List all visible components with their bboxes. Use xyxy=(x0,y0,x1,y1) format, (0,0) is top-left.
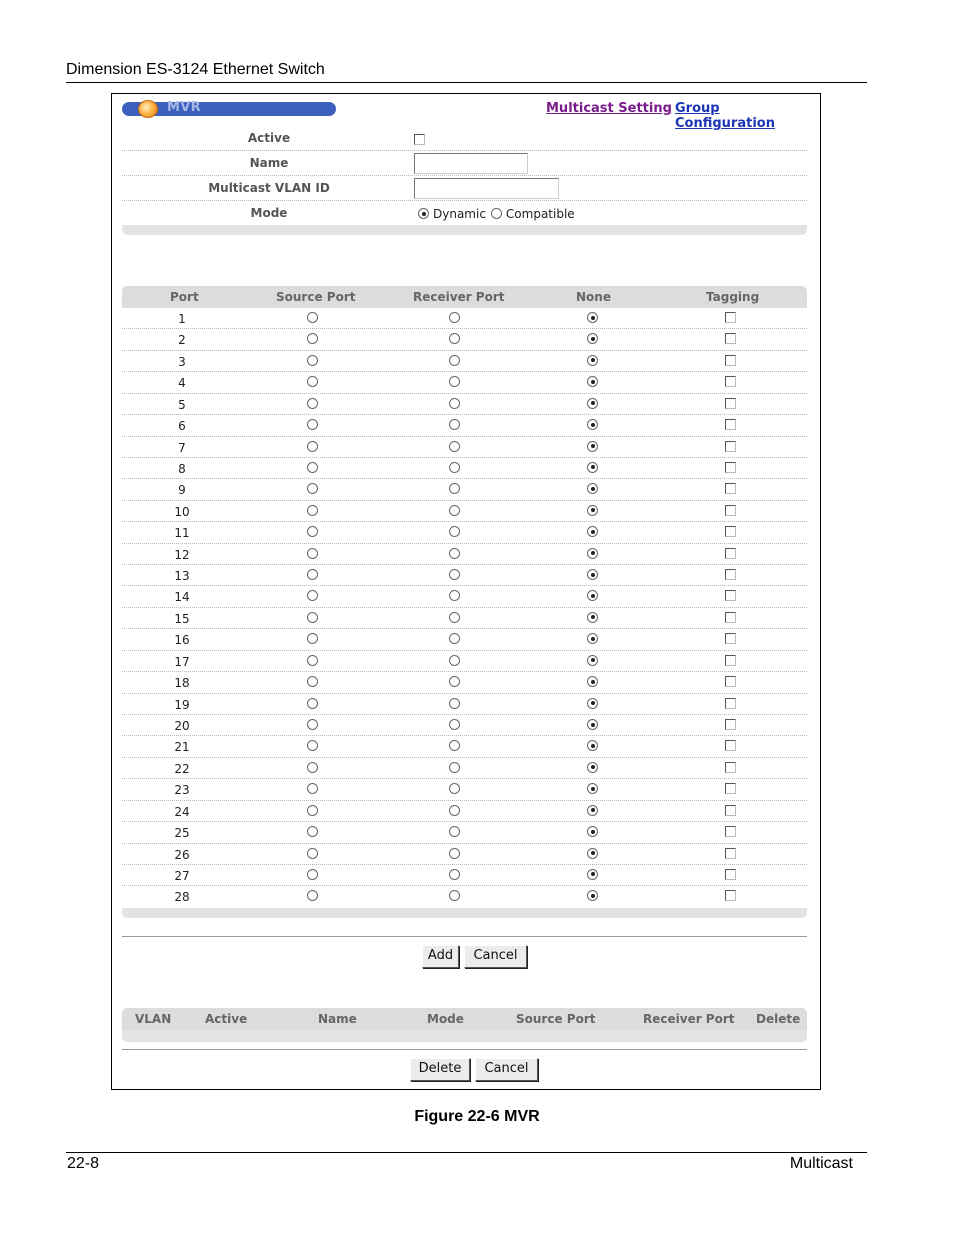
source-port-radio[interactable] xyxy=(307,826,318,837)
tagging-checkbox[interactable] xyxy=(725,698,736,709)
form-row-mode xyxy=(122,201,807,225)
tagging-checkbox[interactable] xyxy=(725,633,736,644)
none-radio[interactable] xyxy=(587,548,598,559)
port-number: 15 xyxy=(174,611,190,626)
tagging-checkbox[interactable] xyxy=(725,419,736,430)
receiver-port-radio[interactable] xyxy=(449,483,460,494)
table-row xyxy=(122,586,807,607)
chapter-name: Multicast xyxy=(789,1155,853,1172)
cancel-button[interactable]: Cancel xyxy=(464,945,527,968)
receiver-port-radio[interactable] xyxy=(449,526,460,537)
mvr-screen xyxy=(122,100,807,1076)
tagging-checkbox[interactable] xyxy=(725,890,736,901)
port-number: 11 xyxy=(174,526,190,541)
source-port-radio[interactable] xyxy=(307,569,318,580)
group-configuration-link[interactable]: Group Configuration xyxy=(675,101,775,131)
table-row xyxy=(122,629,807,650)
mode-dynamic-label: Dynamic xyxy=(433,206,486,221)
none-radio[interactable] xyxy=(587,612,598,623)
tagging-checkbox[interactable] xyxy=(725,612,736,623)
port-number: 23 xyxy=(174,783,190,798)
tagging-checkbox[interactable] xyxy=(725,398,736,409)
tagging-checkbox[interactable] xyxy=(725,376,736,387)
mode-compatible-label: Compatible xyxy=(505,206,575,221)
port-number: 27 xyxy=(174,868,190,883)
receiver-port-radio[interactable] xyxy=(449,441,460,452)
tagging-checkbox[interactable] xyxy=(725,483,736,494)
table-row xyxy=(122,694,807,715)
figure-frame xyxy=(111,93,821,1090)
port-number: 6 xyxy=(178,419,186,434)
source-port-radio[interactable] xyxy=(307,376,318,387)
col-tagging: Tagging xyxy=(706,290,760,304)
source-port-radio[interactable] xyxy=(307,676,318,687)
receiver-port-radio[interactable] xyxy=(449,698,460,709)
port-number: 10 xyxy=(174,504,190,519)
table-row xyxy=(122,565,807,586)
table-row xyxy=(122,844,807,865)
table-row xyxy=(122,329,807,350)
port-number: 22 xyxy=(174,761,190,776)
tagging-checkbox[interactable] xyxy=(725,505,736,516)
col-mode: Mode xyxy=(427,1012,464,1026)
port-table-footer xyxy=(122,908,807,918)
source-port-radio[interactable] xyxy=(307,312,318,323)
table-row xyxy=(122,886,807,907)
none-radio[interactable] xyxy=(587,526,598,537)
document-header xyxy=(66,60,867,83)
none-radio[interactable] xyxy=(587,441,598,452)
none-radio[interactable] xyxy=(587,890,598,901)
none-radio[interactable] xyxy=(587,419,598,430)
table-row xyxy=(122,822,807,843)
tagging-checkbox[interactable] xyxy=(725,869,736,880)
table-row xyxy=(122,479,807,500)
source-port-radio[interactable] xyxy=(307,612,318,623)
separator-2 xyxy=(122,1049,807,1050)
receiver-port-radio[interactable] xyxy=(449,333,460,344)
port-number: 18 xyxy=(174,676,190,691)
multicast-setting-link[interactable]: Multicast Setting xyxy=(546,101,672,116)
page-number: 22-8 xyxy=(67,1155,100,1172)
source-port-radio[interactable] xyxy=(307,698,318,709)
vlan-id-input[interactable] xyxy=(414,178,559,199)
port-number: 16 xyxy=(174,633,190,648)
form-row-name xyxy=(122,151,807,176)
port-rows xyxy=(122,308,807,908)
none-radio[interactable] xyxy=(587,633,598,644)
none-radio[interactable] xyxy=(587,590,598,601)
port-number: 4 xyxy=(178,376,186,391)
source-port-radio[interactable] xyxy=(307,655,318,666)
form-row-active xyxy=(122,126,807,151)
receiver-port-radio[interactable] xyxy=(449,398,460,409)
document-footer xyxy=(66,1152,867,1174)
receiver-port-radio[interactable] xyxy=(449,740,460,751)
source-port-radio[interactable] xyxy=(307,848,318,859)
col-delete: Delete xyxy=(756,1012,801,1026)
table-row xyxy=(122,458,807,479)
table-row xyxy=(122,501,807,522)
mvr-summary-header xyxy=(122,1008,807,1030)
tagging-checkbox[interactable] xyxy=(725,848,736,859)
receiver-port-radio[interactable] xyxy=(449,569,460,580)
tagging-checkbox[interactable] xyxy=(725,826,736,837)
receiver-port-radio[interactable] xyxy=(449,419,460,430)
separator-1 xyxy=(122,936,807,937)
receiver-port-radio[interactable] xyxy=(449,783,460,794)
tagging-checkbox[interactable] xyxy=(725,548,736,559)
name-input[interactable] xyxy=(414,153,528,174)
receiver-port-radio[interactable] xyxy=(449,312,460,323)
col-port: Port xyxy=(170,290,199,304)
tagging-checkbox[interactable] xyxy=(725,526,736,537)
receiver-port-radio[interactable] xyxy=(449,355,460,366)
figure-caption: Figure 22-6 MVR xyxy=(414,1108,540,1125)
receiver-port-radio[interactable] xyxy=(449,655,460,666)
port-number: 17 xyxy=(174,654,190,669)
source-port-radio[interactable] xyxy=(307,333,318,344)
port-number: 3 xyxy=(178,354,186,369)
mode-compatible-radio[interactable] xyxy=(491,208,502,219)
table-row xyxy=(122,415,807,436)
none-radio[interactable] xyxy=(587,483,598,494)
none-radio[interactable] xyxy=(587,762,598,773)
table-row xyxy=(122,736,807,757)
table-row xyxy=(122,715,807,736)
none-radio[interactable] xyxy=(587,376,598,387)
col-source-port: Source Port xyxy=(276,290,356,304)
none-radio[interactable] xyxy=(587,355,598,366)
source-port-radio[interactable] xyxy=(307,869,318,880)
orb-icon xyxy=(138,100,158,118)
active-checkbox[interactable] xyxy=(414,134,425,145)
source-port-radio[interactable] xyxy=(307,633,318,644)
port-number: 8 xyxy=(178,461,186,476)
source-port-radio[interactable] xyxy=(307,590,318,601)
table-row xyxy=(122,544,807,565)
none-radio[interactable] xyxy=(587,462,598,473)
col-summary-receiver-port: Receiver Port xyxy=(643,1012,735,1026)
mvr-summary-footer xyxy=(122,1030,807,1042)
source-port-radio[interactable] xyxy=(307,483,318,494)
port-number: 7 xyxy=(178,440,186,455)
table-row xyxy=(122,394,807,415)
col-summary-source-port: Source Port xyxy=(516,1012,596,1026)
receiver-port-radio[interactable] xyxy=(449,719,460,730)
receiver-port-radio[interactable] xyxy=(449,548,460,559)
col-name: Name xyxy=(318,1012,357,1026)
source-port-radio[interactable] xyxy=(307,505,318,516)
table-row xyxy=(122,351,807,372)
form-footer-bar xyxy=(122,225,807,235)
source-port-radio[interactable] xyxy=(307,441,318,452)
source-port-radio[interactable] xyxy=(307,419,318,430)
none-radio[interactable] xyxy=(587,869,598,880)
port-number: 24 xyxy=(174,804,190,819)
port-number: 2 xyxy=(178,333,186,348)
port-number: 9 xyxy=(178,483,186,498)
none-radio[interactable] xyxy=(587,719,598,730)
receiver-port-radio[interactable] xyxy=(449,505,460,516)
receiver-port-radio[interactable] xyxy=(449,848,460,859)
tagging-checkbox[interactable] xyxy=(725,740,736,751)
receiver-port-radio[interactable] xyxy=(449,762,460,773)
port-number: 5 xyxy=(178,397,186,412)
form-row-vlan xyxy=(122,176,807,201)
table-row xyxy=(122,651,807,672)
none-radio[interactable] xyxy=(587,783,598,794)
source-port-radio[interactable] xyxy=(307,762,318,773)
table-row xyxy=(122,308,807,329)
tagging-checkbox[interactable] xyxy=(725,783,736,794)
receiver-port-radio[interactable] xyxy=(449,376,460,387)
none-radio[interactable] xyxy=(587,676,598,687)
none-radio[interactable] xyxy=(587,848,598,859)
source-port-radio[interactable] xyxy=(307,355,318,366)
none-radio[interactable] xyxy=(587,655,598,666)
source-port-radio[interactable] xyxy=(307,890,318,901)
tagging-checkbox[interactable] xyxy=(725,355,736,366)
mode-label: Mode xyxy=(250,206,288,220)
mvr-form xyxy=(122,126,807,235)
none-radio[interactable] xyxy=(587,505,598,516)
col-receiver-port: Receiver Port xyxy=(413,290,505,304)
add-button[interactable]: Add xyxy=(422,945,459,968)
receiver-port-radio[interactable] xyxy=(449,805,460,816)
source-port-radio[interactable] xyxy=(307,548,318,559)
port-number: 28 xyxy=(174,890,190,905)
receiver-port-radio[interactable] xyxy=(449,890,460,901)
port-number: 20 xyxy=(174,719,190,734)
none-radio[interactable] xyxy=(587,398,598,409)
col-vlan: VLAN xyxy=(135,1012,172,1026)
tagging-checkbox[interactable] xyxy=(725,805,736,816)
receiver-port-radio[interactable] xyxy=(449,590,460,601)
tagging-checkbox[interactable] xyxy=(725,719,736,730)
receiver-port-radio[interactable] xyxy=(449,676,460,687)
tagging-checkbox[interactable] xyxy=(725,590,736,601)
source-port-radio[interactable] xyxy=(307,526,318,537)
port-number: 21 xyxy=(174,740,190,755)
receiver-port-radio[interactable] xyxy=(449,612,460,623)
port-table-header xyxy=(122,286,807,308)
header-title: Dimension ES-3124 Ethernet Switch xyxy=(66,61,325,78)
tagging-checkbox[interactable] xyxy=(725,312,736,323)
tagging-checkbox[interactable] xyxy=(725,762,736,773)
none-radio[interactable] xyxy=(587,333,598,344)
tagging-checkbox[interactable] xyxy=(725,569,736,580)
port-number: 1 xyxy=(178,312,186,326)
table-row xyxy=(122,672,807,693)
title-bar xyxy=(122,100,807,131)
delete-button[interactable]: Delete xyxy=(410,1058,470,1081)
port-table xyxy=(122,286,807,918)
port-number: 26 xyxy=(174,847,190,862)
receiver-port-radio[interactable] xyxy=(449,869,460,880)
source-port-radio[interactable] xyxy=(307,740,318,751)
mode-dynamic-radio[interactable] xyxy=(418,208,429,219)
cancel-delete-button[interactable]: Cancel xyxy=(475,1058,538,1081)
table-row xyxy=(122,608,807,629)
port-number: 25 xyxy=(174,826,190,841)
none-radio[interactable] xyxy=(587,312,598,323)
receiver-port-radio[interactable] xyxy=(449,633,460,644)
tagging-checkbox[interactable] xyxy=(725,462,736,473)
none-radio[interactable] xyxy=(587,698,598,709)
table-row xyxy=(122,372,807,393)
table-row xyxy=(122,779,807,800)
port-number: 12 xyxy=(174,547,190,562)
name-label: Name xyxy=(249,156,289,170)
table-row xyxy=(122,522,807,543)
table-row xyxy=(122,865,807,886)
none-radio[interactable] xyxy=(587,740,598,751)
active-label: Active xyxy=(247,131,291,145)
receiver-port-radio[interactable] xyxy=(449,826,460,837)
source-port-radio[interactable] xyxy=(307,783,318,794)
source-port-radio[interactable] xyxy=(307,398,318,409)
source-port-radio[interactable] xyxy=(307,719,318,730)
table-row xyxy=(122,801,807,822)
table-row xyxy=(122,758,807,779)
receiver-port-radio[interactable] xyxy=(449,462,460,473)
vlan-id-label: Multicast VLAN ID xyxy=(208,181,330,195)
port-number: 14 xyxy=(174,590,190,605)
tagging-checkbox[interactable] xyxy=(725,655,736,666)
screen-title: MVR xyxy=(167,100,201,115)
tagging-checkbox[interactable] xyxy=(725,441,736,452)
port-number: 13 xyxy=(174,569,190,584)
none-radio[interactable] xyxy=(587,805,598,816)
table-row xyxy=(122,437,807,458)
none-radio[interactable] xyxy=(587,569,598,580)
col-none: None xyxy=(576,290,611,304)
tagging-checkbox[interactable] xyxy=(725,676,736,687)
source-port-radio[interactable] xyxy=(307,462,318,473)
tagging-checkbox[interactable] xyxy=(725,333,736,344)
col-active: Active xyxy=(205,1012,248,1026)
source-port-radio[interactable] xyxy=(307,805,318,816)
port-number: 19 xyxy=(174,697,190,712)
none-radio[interactable] xyxy=(587,826,598,837)
